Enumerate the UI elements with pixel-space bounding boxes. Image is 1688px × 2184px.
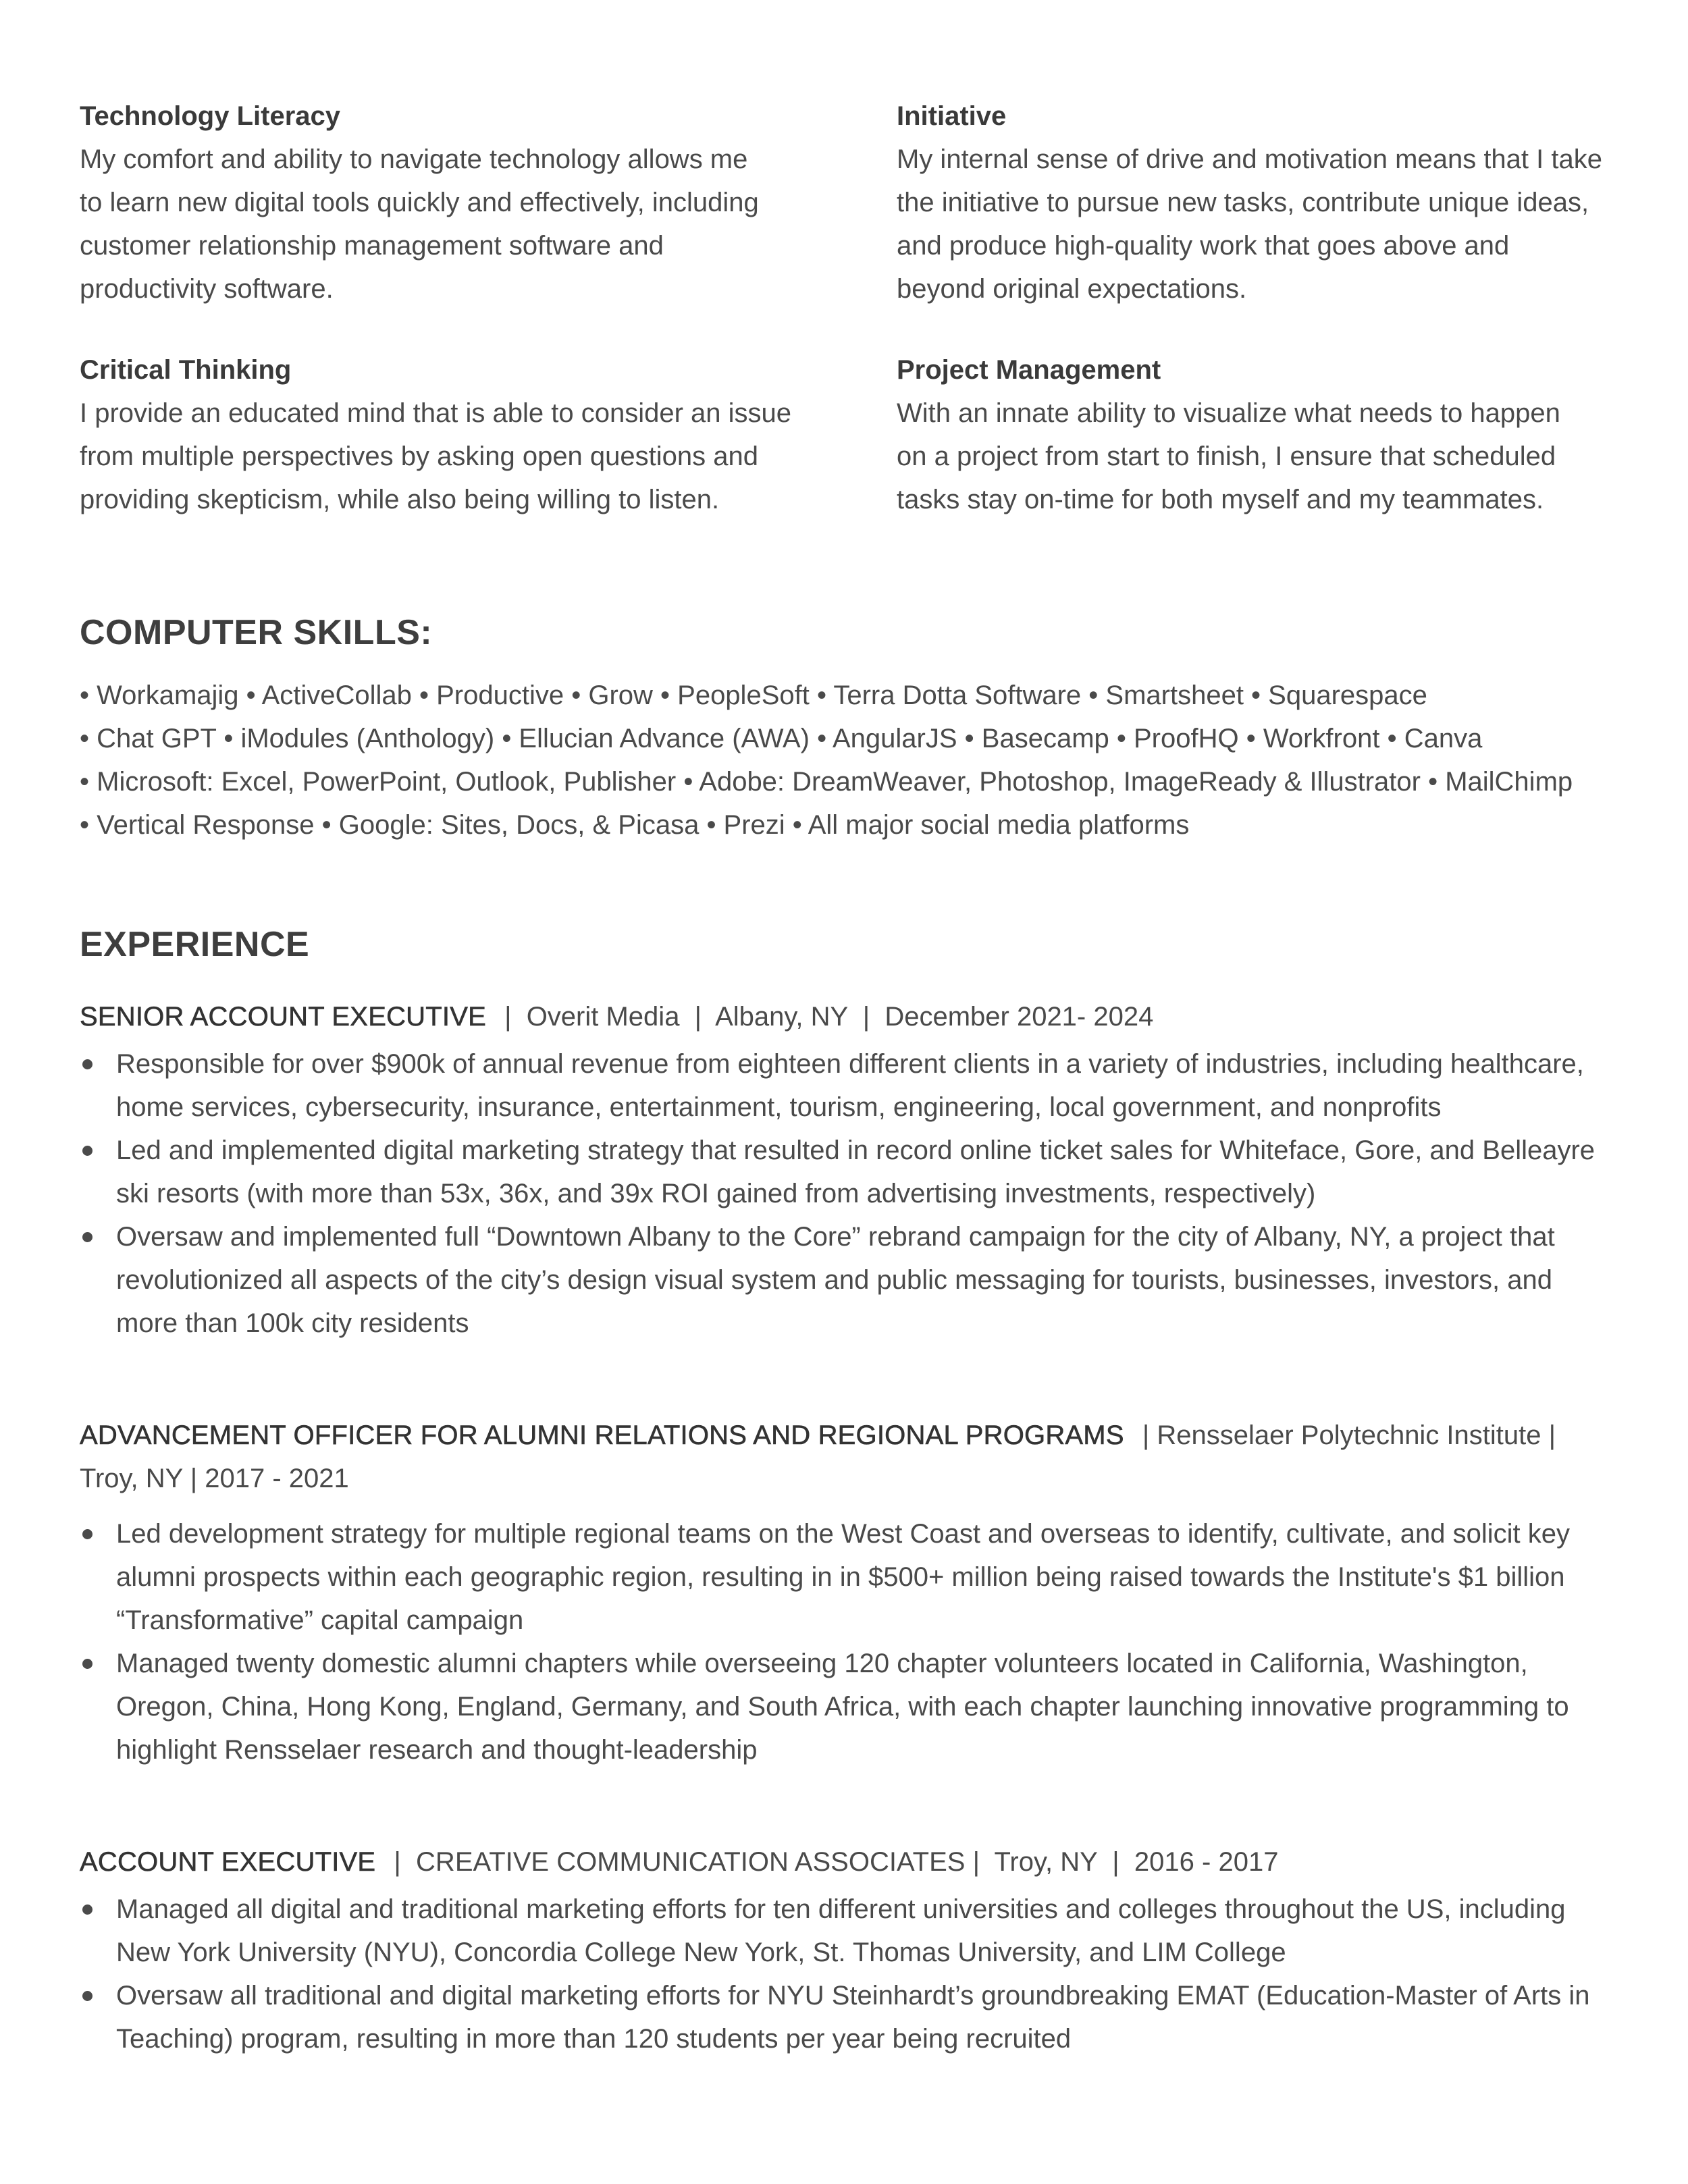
computer-skills-list <box>80 674 1612 847</box>
job-details: | CREATIVE COMMUNICATION ASSOCIATES | Troy, NY | 2016 - 2017 <box>394 1847 1279 1877</box>
job-bullet: Oversaw and implemented full “Downtown Albany to the Core” rebrand campaign for the city of Albany, NY, a project that revolutionized all aspects of the city’s design visual system and public messaging for tourists, businesses, investors, and more than 100k city residents <box>80 1215 1612 1345</box>
skill-critical-thinking <box>80 348 812 521</box>
skill-description <box>897 138 1629 311</box>
skill-line: I provide an educated mind that is able to consider an issue <box>80 398 791 428</box>
job-bullet: Responsible for over $900k of annual revenue from eighteen different clients in a variety of industries, including healthcare, home services, cybersecurity, insurance, entertainment, tourism, engineering, local government, and nonprofits <box>80 1042 1612 1129</box>
skill-title: Initiative <box>897 101 1007 131</box>
skill-description <box>80 138 812 311</box>
skill-line: My comfort and ability to navigate technology allows me <box>80 144 748 174</box>
skill-line: With an innate ability to visualize what needs to happen <box>897 398 1560 428</box>
skill-title: Project Management <box>897 355 1161 385</box>
computer-skills-line: • Chat GPT • iModules (Anthology) • Ellucian Advance (AWA) • AngularJS • Basecamp • ProofHQ • Workfront • Canva <box>80 724 1483 753</box>
job-title: SENIOR ACCOUNT EXECUTIVE <box>80 1002 486 1032</box>
job-bullet: Led and implemented digital marketing strategy that resulted in record online ticket sales for Whiteface, Gore, and Belleayre ski resorts (with more than 53x, 36x, and 39x ROI gained from advertising investments, respectively) <box>80 1129 1612 1215</box>
job-header <box>80 995 1612 1038</box>
job-senior-account-executive <box>80 995 1612 1345</box>
computer-skills-heading: COMPUTER SKILLS: <box>80 613 433 652</box>
job-bullet: Led development strategy for multiple regional teams on the West Coast and overseas to identify, cultivate, and solicit key alumni prospects within each geographic region, resulting in in $500+ million being raised towards the Institute's $1 billion “Transformative” capital campaign <box>80 1512 1612 1642</box>
skill-description <box>80 392 812 521</box>
resume-page <box>80 95 1612 2060</box>
skill-project-management <box>897 348 1629 521</box>
skill-line: customer relationship management software and <box>80 231 664 261</box>
job-title: ACCOUNT EXECUTIVE <box>80 1847 376 1877</box>
job-bullet: Oversaw all traditional and digital marketing efforts for NYU Steinhardt’s groundbreaking EMAT (Education-Master of Arts in Teaching) program, resulting in more than 120 students per year being recruited <box>80 1974 1612 2060</box>
skill-title: Critical Thinking <box>80 355 292 385</box>
job-bullets <box>80 1888 1612 2060</box>
skill-line: the initiative to pursue new tasks, contribute unique ideas, <box>897 188 1589 217</box>
experience-heading: EXPERIENCE <box>80 925 310 964</box>
skill-line: productivity software. <box>80 274 334 304</box>
job-header <box>80 1414 1612 1500</box>
job-bullet: Managed all digital and traditional marketing efforts for ten different universities and colleges throughout the US, including New York University (NYU), Concordia College New York, St. Thomas University, and LIM College <box>80 1888 1612 1974</box>
skill-line: My internal sense of drive and motivation means that I take <box>897 144 1602 174</box>
skill-description <box>897 392 1629 521</box>
job-header <box>80 1840 1612 1884</box>
soft-skills-grid <box>80 95 1612 521</box>
job-title: ADVANCEMENT OFFICER FOR ALUMNI RELATIONS AND REGIONAL PROGRAMS <box>80 1420 1124 1450</box>
job-bullet: Managed twenty domestic alumni chapters while overseeing 120 chapter volunteers located in California, Washington, Oregon, China, Hong Kong, England, Germany, and South Africa, with each chapter launching innovative programming to highlight Rensselaer research and thought-leadership <box>80 1642 1612 1772</box>
job-bullets <box>80 1512 1612 1772</box>
skill-line: to learn new digital tools quickly and effectively, including <box>80 188 759 217</box>
computer-skills-line: • Vertical Response • Google: Sites, Docs, & Picasa • Prezi • All major social media platforms <box>80 810 1190 840</box>
job-bullets <box>80 1042 1612 1345</box>
skill-line: beyond original expectations. <box>897 274 1247 304</box>
skill-line: tasks stay on-time for both myself and my teammates. <box>897 485 1544 514</box>
job-advancement-officer <box>80 1414 1612 1772</box>
skill-line: providing skepticism, while also being willing to listen. <box>80 485 720 514</box>
computer-skills-line: • Workamajig • ActiveCollab • Productive • Grow • PeopleSoft • Terra Dotta Software • Smartsheet • Squarespace <box>80 681 1427 710</box>
job-details: | Rensselaer Polytechnic Institute | Troy, NY | 2017 - 2021 <box>80 1420 1556 1493</box>
skill-technology-literacy <box>80 95 812 311</box>
skill-initiative <box>897 95 1629 311</box>
skill-title: Technology Literacy <box>80 101 341 131</box>
skill-line: and produce high-quality work that goes above and <box>897 231 1510 261</box>
skill-line: on a project from start to finish, I ensure that scheduled <box>897 442 1556 471</box>
job-details: | Overit Media | Albany, NY | December 2021- 2024 <box>504 1002 1154 1032</box>
job-account-executive <box>80 1840 1612 2060</box>
skill-line: from multiple perspectives by asking open questions and <box>80 442 758 471</box>
computer-skills-line: • Microsoft: Excel, PowerPoint, Outlook, Publisher • Adobe: DreamWeaver, Photoshop, ImageReady & Illustrator • MailChimp <box>80 767 1573 797</box>
